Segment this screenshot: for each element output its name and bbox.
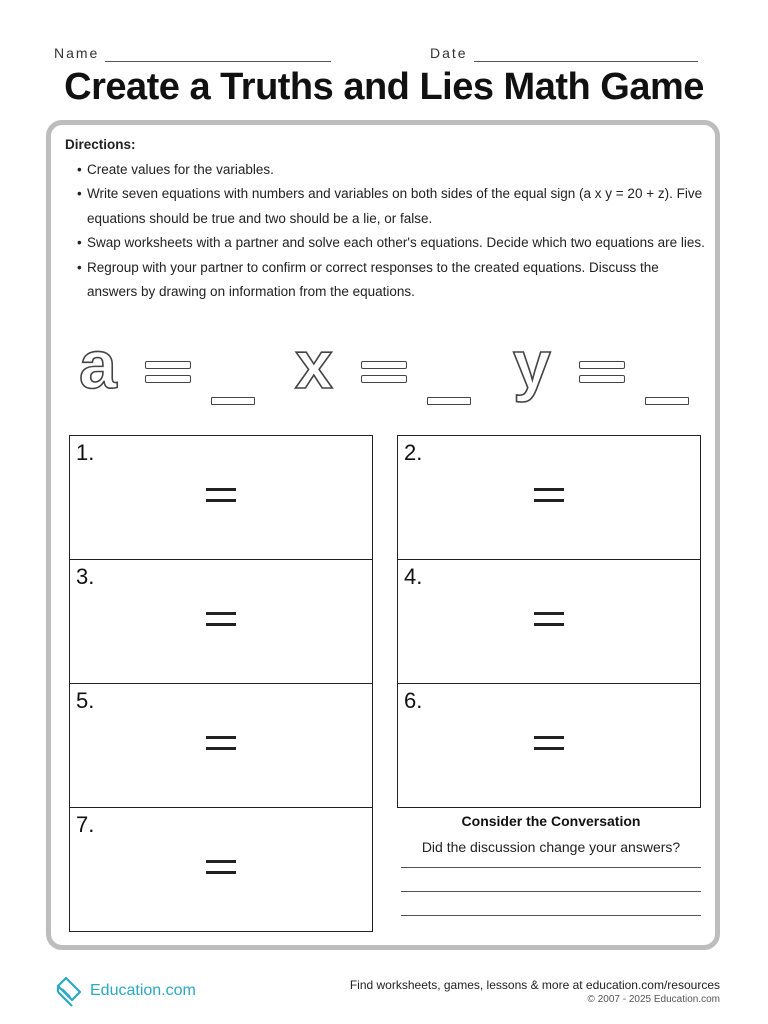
equation-box-1[interactable] <box>69 435 373 560</box>
header-fields <box>54 44 704 64</box>
education-logo-icon <box>52 974 86 1008</box>
variable-letter: y <box>513 327 551 403</box>
equals-sign <box>534 736 564 758</box>
date-field[interactable] <box>430 44 698 62</box>
equation-number: 2. <box>404 440 423 465</box>
direction-item: • Write seven equations with numbers and variables on both sides of the equal sign (a x y = 20 + z). Five equations should be true and two should be a lie, or false. <box>77 186 703 226</box>
worksheet-title: Create a Truths and Lies Math Game <box>64 66 704 108</box>
answer-line[interactable] <box>401 915 701 916</box>
equation-box-5[interactable] <box>69 683 373 808</box>
equation-number: 6. <box>404 688 423 713</box>
equation-box-2[interactable] <box>397 435 701 560</box>
direction-text: Create values for the variables. <box>87 161 274 177</box>
equation-box-7[interactable] <box>69 807 373 932</box>
date-line[interactable] <box>474 48 698 62</box>
variable-x-blank[interactable] <box>427 397 471 405</box>
equals-sign <box>206 860 236 882</box>
equation-box-4[interactable] <box>397 559 701 684</box>
date-label: Date <box>430 45 468 61</box>
answer-line[interactable] <box>401 867 701 868</box>
name-line[interactable] <box>105 48 331 62</box>
equals-sign <box>361 361 407 383</box>
answer-lines <box>401 867 701 916</box>
variable-definitions <box>79 327 699 411</box>
equation-box-3[interactable] <box>69 559 373 684</box>
equals-sign <box>206 736 236 758</box>
footer-copyright: © 2007 - 2025 Education.com <box>587 994 720 1005</box>
direction-item: • Swap worksheets with a partner and solve each other's equations. Decide which two equations are lies. <box>77 235 705 250</box>
equals-sign <box>145 361 191 383</box>
name-label: Name <box>54 45 100 61</box>
directions <box>65 133 705 305</box>
directions-heading: Directions: <box>65 137 136 152</box>
equation-box-6[interactable] <box>397 683 701 808</box>
direction-item: • Regroup with your partner to confirm or correct responses to the created equations. Discuss the answers by drawing on information from the equations. <box>77 259 659 299</box>
equals-sign <box>206 488 236 510</box>
direction-text: Write seven equations with numbers and variables on both sides of the equal sign (a x y = 20 + z). Five equations should be true and two should be a lie, or false. <box>87 186 703 226</box>
conversation-question: Did the discussion change your answers? <box>421 839 681 855</box>
conversation-section <box>401 813 701 939</box>
name-field[interactable] <box>54 44 331 62</box>
direction-text: Regroup with your partner to confirm or correct responses to the created equations. Discuss the answers by drawing on information from the equations. <box>87 259 659 299</box>
variable-a-blank[interactable] <box>211 397 255 405</box>
direction-item: • Create values for the variables. <box>77 161 274 177</box>
equals-sign <box>534 488 564 510</box>
variable-y-blank[interactable] <box>645 397 689 405</box>
answer-line[interactable] <box>401 891 701 892</box>
variable-letter: a <box>79 327 117 403</box>
logo-text: Education.com <box>90 982 196 999</box>
equals-sign <box>206 612 236 634</box>
worksheet-panel <box>46 120 720 950</box>
equation-number: 3. <box>76 564 95 589</box>
footer-tagline[interactable]: Find worksheets, games, lessons & more at education.com/resources <box>349 978 720 992</box>
footer-info <box>350 978 720 1005</box>
direction-text: Swap worksheets with a partner and solve each other's equations. Decide which two equations are lies. <box>87 235 705 250</box>
footer <box>0 960 768 1024</box>
equation-number: 7. <box>76 812 95 837</box>
equals-sign <box>534 612 564 634</box>
variable-letter: x <box>295 327 333 403</box>
equation-number: 1. <box>76 440 95 465</box>
conversation-title: Consider the Conversation <box>461 813 641 829</box>
education-logo[interactable] <box>52 974 196 1008</box>
equals-sign <box>579 361 625 383</box>
equation-number: 5. <box>76 688 95 713</box>
equation-number: 4. <box>404 564 423 589</box>
